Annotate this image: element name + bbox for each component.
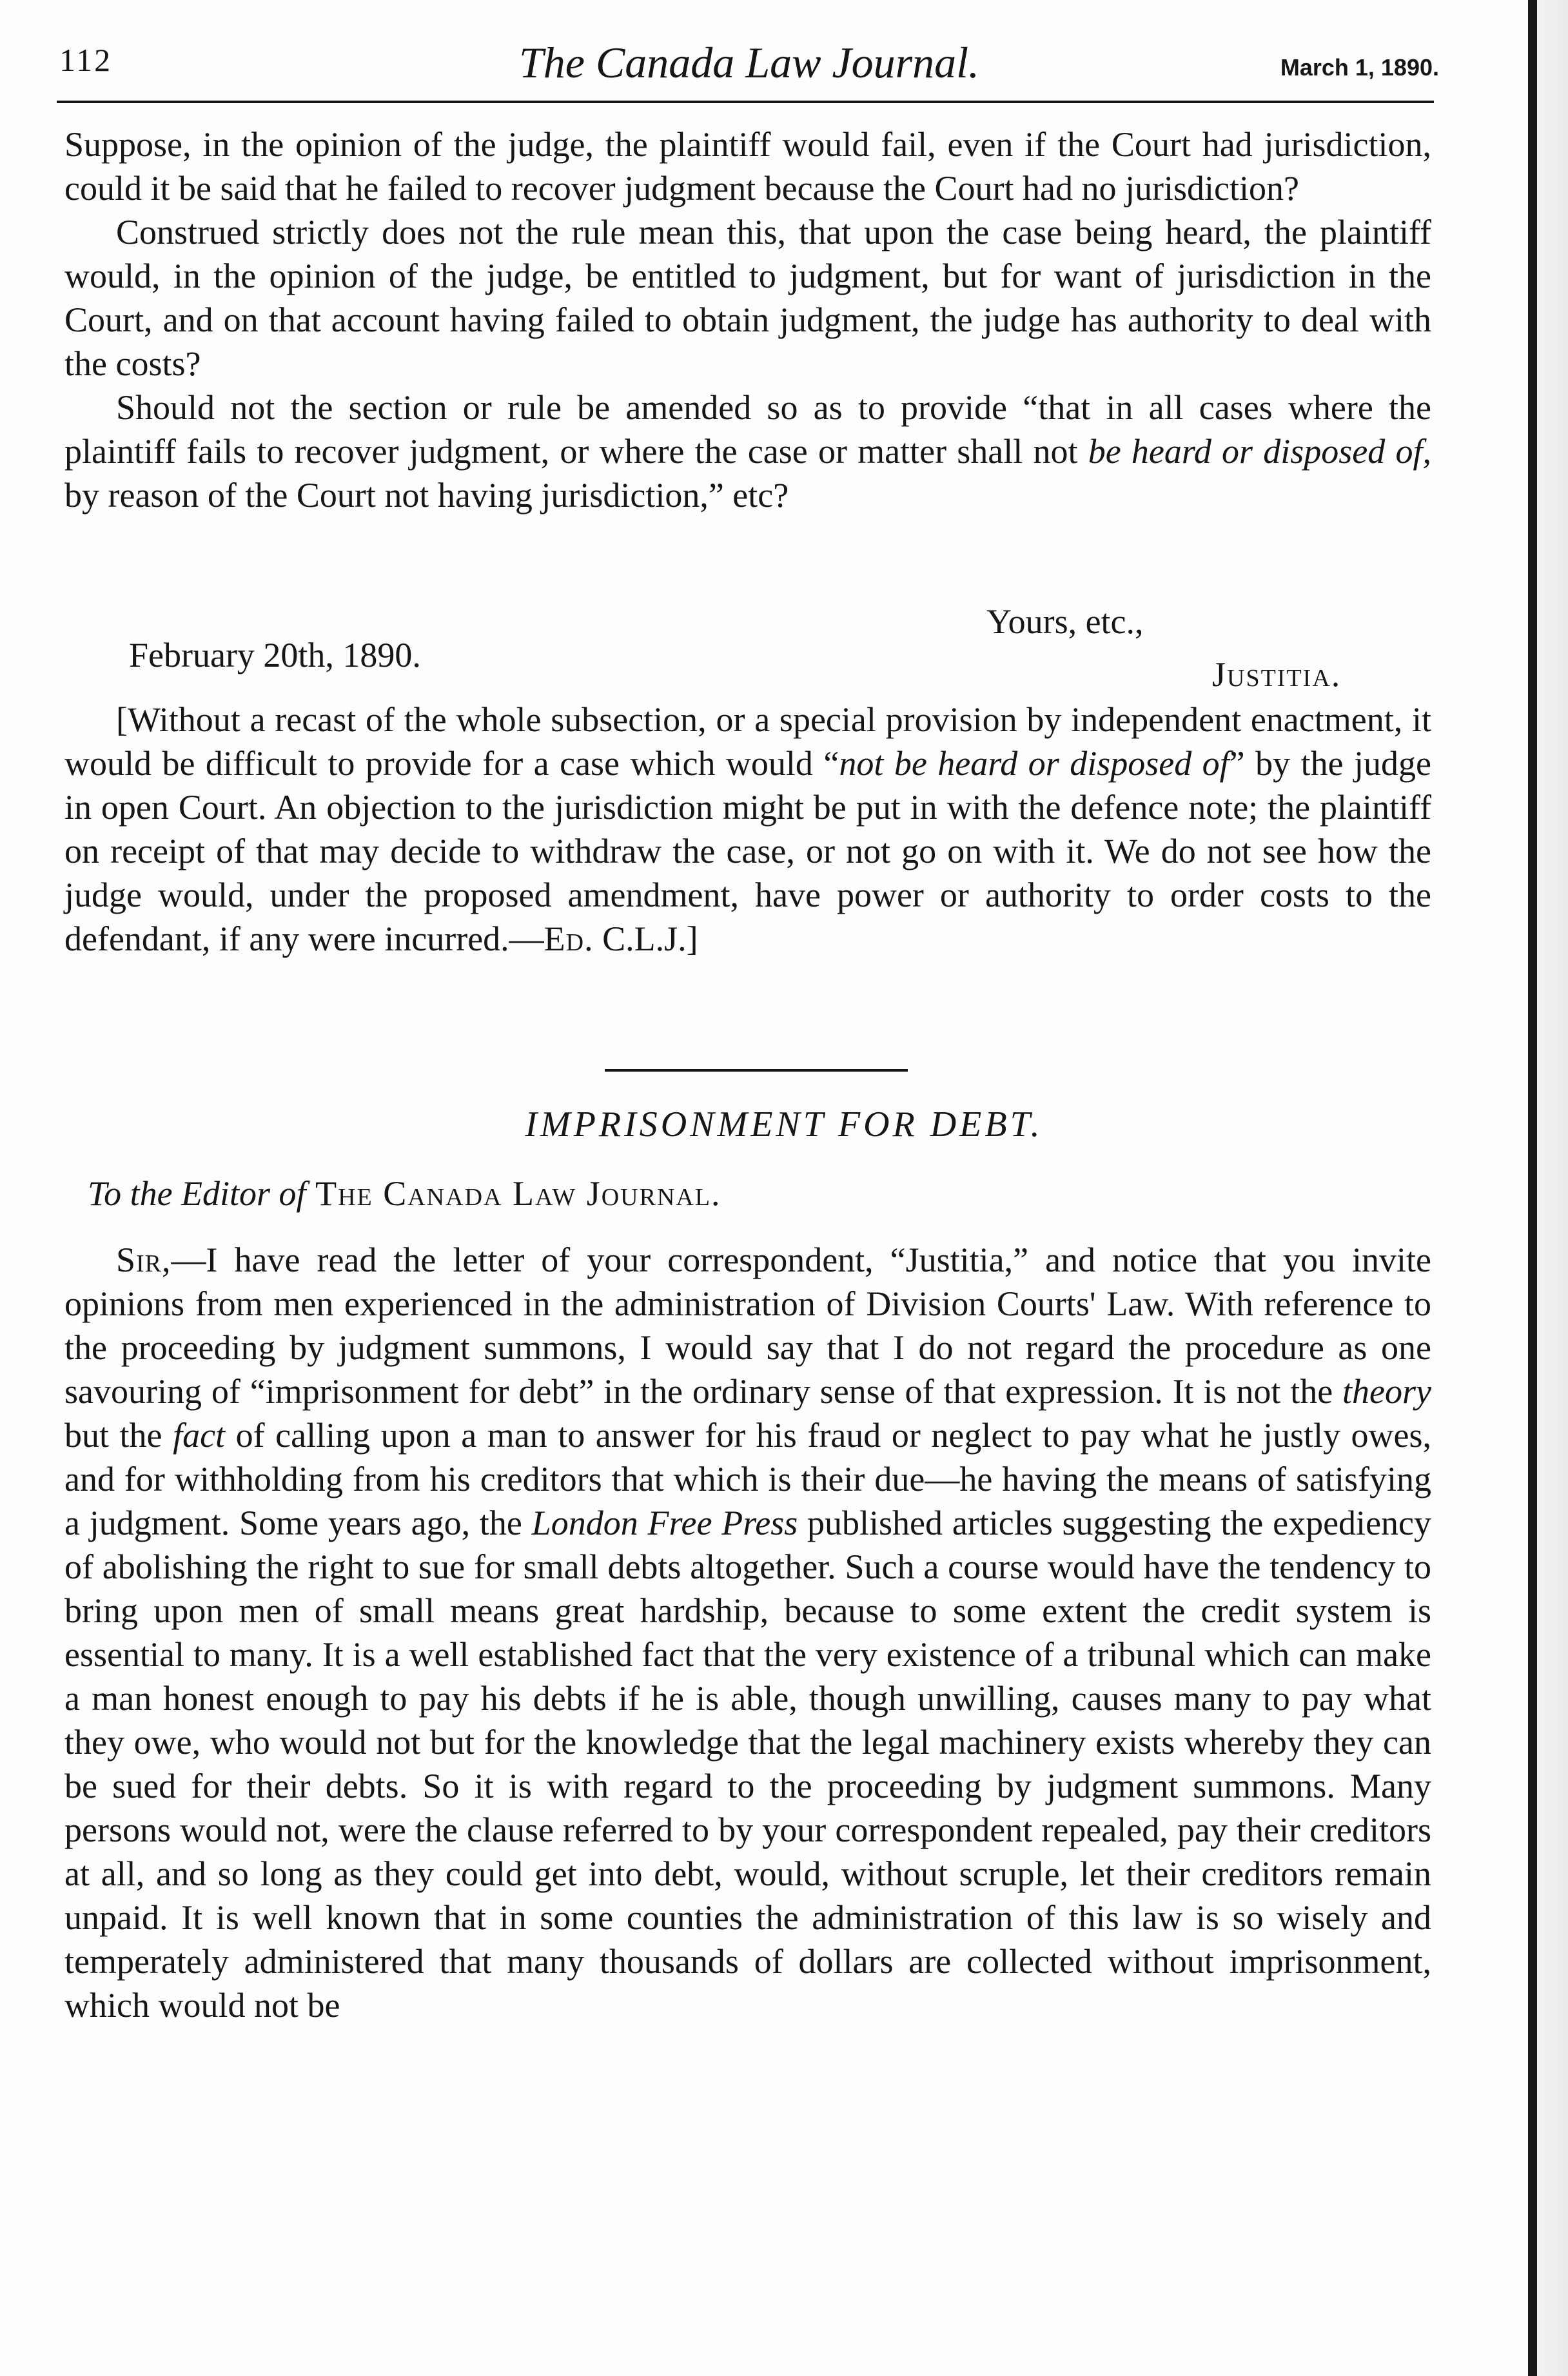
article-text-1: —I have read the letter of your correspondent, “Justitia,” and notice that you invite opinions from men experienced in the administration of Division Courts' Law. With reference to the proceeding by judgment summons, I would say that I do not regard the procedure as one savouring of “imprisonment for debt” in the ordinary sense of that expression. It is not the [64, 1241, 1431, 1411]
letter-paragraph-1: Suppose, in the opinion of the judge, the plaintiff would fail, even if the Court had jurisdiction, could it be said that he failed to recover judgment because the Court had no jurisdiction? [64, 125, 1431, 208]
salutation: Sir, [116, 1241, 172, 1279]
editor-note-sign-end: C.L.J.] [593, 919, 698, 958]
letter-paragraph-2: Construed strictly does not the rule mean this, that upon the case being heard, the plaintiff would, in the opinion of the judge, be entitled to judgment, but for want of jurisdiction in the Court, and on that account having failed to obtain judgment, the judge has authority to deal with the costs? [64, 213, 1431, 383]
editor-address [88, 1173, 721, 1213]
journal-title: The Canada Law Journal. [518, 38, 980, 87]
section-heading: IMPRISONMENT FOR DEBT. [525, 1105, 1043, 1144]
letter-signature-block [64, 600, 1431, 709]
address-journal-name: The Canada Law Journal. [306, 1174, 721, 1213]
article-text-3: of calling upon a man to answer for his fraud or neglect to pay what he justly owes, and for withholding from his creditors that which is their due—he having the means of satisfying a judgment. Some years ago, the [64, 1416, 1431, 1542]
address-italic: To the Editor of [88, 1174, 306, 1213]
page-number: 112 [59, 42, 113, 78]
article-italic-theory: theory [1342, 1372, 1431, 1411]
editor-note-italic: not be heard or disposed of [839, 744, 1230, 783]
page-binding-edge [1528, 0, 1537, 2376]
running-head [59, 37, 1439, 108]
article-text-2: but the [64, 1416, 173, 1455]
letter-p3-italic: be heard or disposed of, [1088, 432, 1431, 471]
letter-signature: Justitia. [1212, 655, 1342, 694]
editor-note-paragraph [64, 698, 1431, 961]
page-margin-shadow [1537, 0, 1568, 2376]
letter-paragraph-3 [64, 386, 1431, 517]
letter-body [64, 123, 1431, 517]
article-body [64, 1238, 1431, 2027]
article-italic-fact: fact [173, 1416, 226, 1455]
article-paragraph [64, 1238, 1431, 2027]
section-divider [605, 1069, 908, 1072]
editor-note-sign: Ed. [544, 919, 594, 958]
editor-note [64, 698, 1431, 961]
article-italic-newspaper: London Free Press [531, 1504, 798, 1542]
issue-date: March 1, 1890. [1280, 54, 1439, 81]
header-rule [57, 101, 1434, 103]
editor-note-text-a: [Without a recast of the whole subsection, or a special provision by independent enactment, it would be difficult to provide for a case which would “ [64, 700, 1431, 783]
letter-p3-text-b: by reason of the Court not having jurisdiction,” etc? [64, 476, 789, 515]
letter-p3-text-a: Should not the section or rule be amended so as to provide “that in all cases where the plaintiff fails to recover judgment, or where the case or matter shall not [64, 388, 1431, 471]
letter-date: February 20th, 1890. [129, 636, 421, 674]
letter-closing: Yours, etc., [986, 602, 1144, 641]
editor-note-text-b: ” by the judge in open Court. An objection to the jurisdiction might be put in with the defence note; the plaintiff on receipt of that may decide to withdraw the case, or not go on with it. We do not see how the judge would, under the proposed amendment, have power or authority to order costs to the defendant, if any were incurred.— [64, 744, 1431, 958]
article-text-4: published articles suggesting the expediency of abolishing the right to sue for small debts altogether. Such a course would have the tendency to bring upon men of small means great hardship, because to some extent the credit system is essential to many. It is a well established fact that the very existence of a tribunal which can make a man honest enough to pay his debts if he is able, though unwilling, causes many to pay what they owe, who would not but for the knowledge that the legal machinery exists whereby they can be sued for their debts. So it is with regard to the proceeding by judgment summons. Many persons would not, were the clause referred to by your correspondent repealed, pay their creditors at all, and so long as they could get into debt, would, without scruple, let their creditors remain unpaid. It is well known that in some counties the administration of this law is so wisely and temperately administered that many thousands of dollars are collected without imprisonment, which would not be [64, 1504, 1431, 2025]
